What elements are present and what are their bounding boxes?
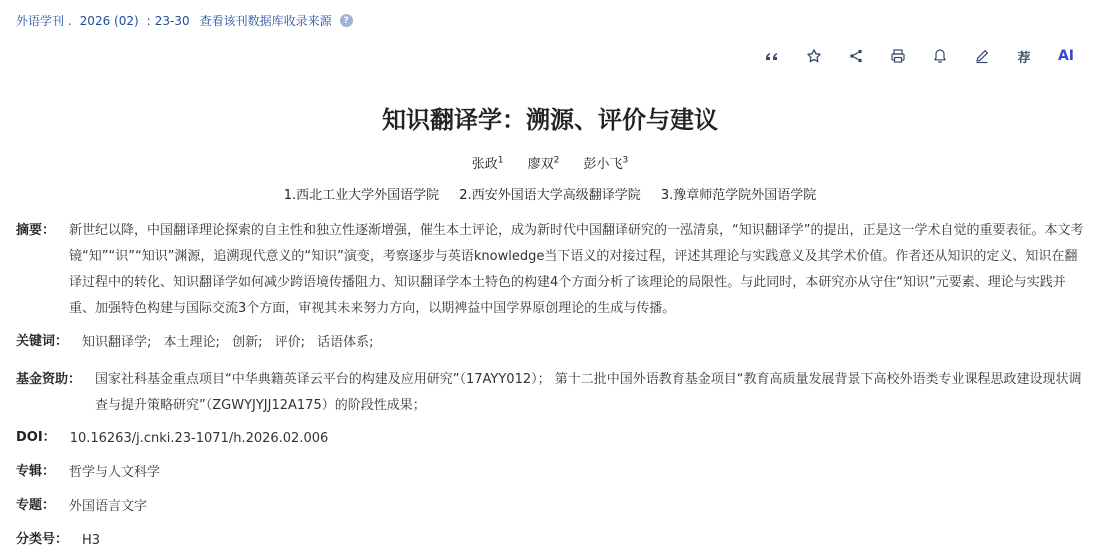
classification-label: 分类号： xyxy=(16,532,69,547)
author-list xyxy=(0,153,1100,172)
fund-label: 基金资助： xyxy=(16,372,82,387)
fund-row xyxy=(16,367,1084,419)
favorite-button[interactable] xyxy=(799,43,829,69)
keyword-link[interactable]: 知识翻译学; xyxy=(82,335,152,350)
keywords-row xyxy=(16,330,1084,356)
abstract-text: 新世纪以降，中国翻译理论探索的自主性和独立性逐渐增强，催生本土评论，成为新时代中国翻译研究的一泓清泉，“知识翻译学”的提出，正是这一学术自觉的重要表征。本文考镜“知”“识”“知识”渊源，追溯现代意义的“知识”演变，考察逐步与英语knowledge当下语义的对接过程，评述其理论与实践意义及其学术价值。作者还从知识的定义、知识在翻译过程中的转化、知识翻译学如何减少跨语境传播阻力、知识翻译学本土特色的构建4个方面分析了该理论的局限性。与此同时，本研究亦从守住“知识”元要素、理论与实践并重、加强特色构建与国际交流3个方面，审视其未来努力方向，以期裨益中国学界原创理论的生成与传播。 xyxy=(69,223,1084,316)
author-link[interactable]: 张政$^1$ xyxy=(471,155,504,172)
ai-assistant-button[interactable] xyxy=(1051,43,1081,69)
share-icon xyxy=(848,48,864,64)
help-icon[interactable]: ? xyxy=(340,14,353,27)
article-title: 知识翻译学：溯源、评价与建议 xyxy=(382,106,718,134)
keyword-link[interactable]: 创新; xyxy=(232,335,263,350)
topic-value: 外国语言文字 xyxy=(69,499,148,514)
quote-icon xyxy=(764,48,780,64)
affiliation-link[interactable]: 3.豫章师范学院外国语学院 xyxy=(660,188,817,203)
journal-name-link[interactable]: 外语学刊 . xyxy=(16,14,72,28)
classification-row xyxy=(16,528,1084,554)
note-button[interactable] xyxy=(967,43,997,69)
fund-text-link[interactable]: 国家社科基金重点项目“中华典籍英译云平台的构建及应用研究”（17AYY012）； 第十二批中国外语教育基金项目“教育高质量发展背景下高校外语类专业课程思政建设现状调查与提升策略研究”（ZGWYJYJJ12A175）的阶段性成果； xyxy=(95,372,1082,413)
recommend-label: 荐 xyxy=(1017,50,1031,66)
album-row xyxy=(16,460,1084,486)
keyword-link[interactable]: 话语体系; xyxy=(317,335,374,350)
pencil-icon xyxy=(974,48,990,64)
cite-button[interactable] xyxy=(757,43,787,69)
keyword-link[interactable]: 评价; xyxy=(274,335,305,350)
pages-separator: : xyxy=(146,13,151,28)
doi-label: DOI： xyxy=(16,430,56,445)
doi-row xyxy=(16,426,1084,452)
doi-value: 10.16263/j.cnki.23-1071/h.2026.02.006 xyxy=(69,431,329,446)
bell-icon xyxy=(932,48,948,64)
recommend-button[interactable] xyxy=(1009,43,1039,69)
album-value: 哲学与人文科学 xyxy=(69,465,161,480)
author-link[interactable]: 彭小飞$^3$ xyxy=(583,155,629,172)
album-label: 专辑： xyxy=(16,464,56,479)
keywords-label: 关键词： xyxy=(16,334,69,349)
page-range: 23-30 xyxy=(154,13,190,28)
affiliation-link[interactable]: 2.西安外国语大学高级翻译学院 xyxy=(459,188,641,203)
star-icon xyxy=(806,48,822,64)
share-button[interactable] xyxy=(841,43,871,69)
topic-label: 专题： xyxy=(16,498,56,513)
keyword-link[interactable]: 本土理论; xyxy=(163,335,220,350)
affiliation-list xyxy=(0,184,1100,203)
abstract-row xyxy=(16,218,1084,322)
database-source-link[interactable]: 查看该刊数据库收录来源 xyxy=(199,14,332,28)
affiliation-link[interactable]: 1.西北工业大学外国语学院 xyxy=(283,188,440,203)
printer-icon xyxy=(890,48,906,64)
topic-row xyxy=(16,494,1084,520)
classification-value: H3 xyxy=(82,533,101,548)
alert-button[interactable] xyxy=(925,43,955,69)
source-line xyxy=(16,12,353,29)
print-button[interactable] xyxy=(883,43,913,69)
abstract-label: 摘要： xyxy=(16,223,56,238)
issue-link[interactable]: 2026 (02) xyxy=(79,13,139,28)
author-link[interactable]: 廖双$^2$ xyxy=(527,155,560,172)
ai-label: AI xyxy=(1057,48,1075,64)
article-toolbar xyxy=(757,43,1093,69)
